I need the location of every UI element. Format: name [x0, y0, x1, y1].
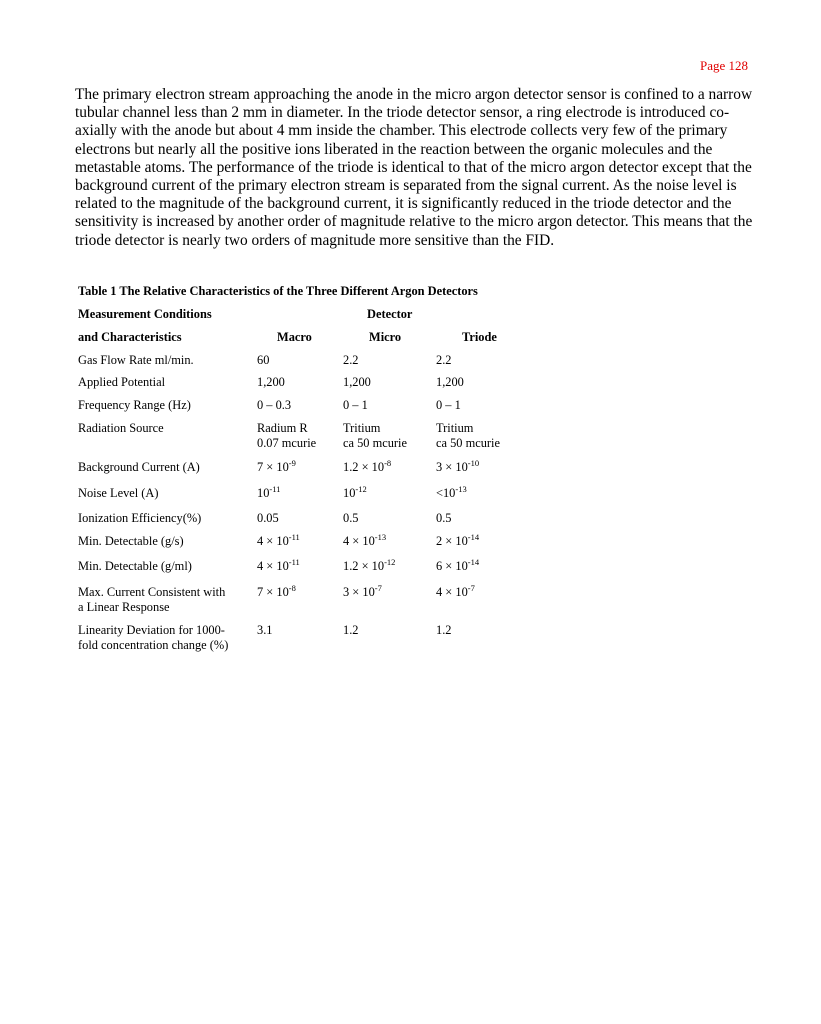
header-triode: Triode: [462, 330, 497, 344]
cell-macro: $7 \times 10^{-9}$: [257, 458, 296, 474]
row-label: Min. Detectable (g/s): [78, 534, 184, 548]
header-detector: Detector: [367, 307, 413, 321]
cell-micro: $10^{-12}$: [343, 484, 367, 500]
cell-macro: $4 \times 10^{-11}$: [257, 557, 300, 573]
cell-triode: 0 – 1: [436, 398, 461, 412]
cell-micro: 2.2: [343, 353, 359, 367]
row-label: Radiation Source: [78, 421, 164, 435]
cell-macro: $7 \times 10^{-8}$: [257, 583, 296, 599]
cell-macro: 60: [257, 353, 270, 367]
cell-micro-line2: ca 50 mcurie: [343, 436, 407, 450]
body-paragraph: The primary electron stream approaching the anode in the micro argon detector sensor is confined to a narrow tubular channel less than 2 mm in diameter. In the triode detector sensor, a ring electrode is introduced co-axially with the anode but about 4 mm inside the chamber. This electrode collects very few of the primary electrons but nearly all the positive ions liberated in the reaction between the organic molecules and the metastable atoms. The performance of the triode is identical to that of the micro argon detector except that the background current of the primary electron stream is separated from the signal current. As the noise level is related to the magnitude of the background current, it is significantly reduced in the triode detector and the sensitivity is increased by another order of magnitude relative to the micro argon detector. This means that the triode detector is nearly two orders of magnitude more sensitive than the FID.: [75, 86, 753, 249]
cell-triode: 1.2: [436, 623, 452, 637]
cell-micro: $3 \times 10^{-7}$: [343, 583, 382, 599]
cell-triode: $<10^{-13}$: [436, 484, 467, 500]
row-label-line2: fold concentration change (%): [78, 638, 229, 652]
cell-micro: Tritium: [343, 421, 381, 435]
row-label: Gas Flow Rate ml/min.: [78, 353, 194, 367]
row-label: Applied Potential: [78, 375, 166, 389]
cell-micro: 1,200: [343, 375, 371, 389]
row-label-line2: a Linear Response: [78, 600, 170, 614]
row-label: Min. Detectable (g/ml): [78, 559, 192, 573]
header-macro: Macro: [277, 330, 312, 344]
cell-micro: 0.5: [343, 511, 359, 525]
row-label: Frequency Range (Hz): [78, 398, 191, 412]
cell-triode-line2: ca 50 mcurie: [436, 436, 500, 450]
cell-macro: 3.1: [257, 623, 273, 637]
cell-triode: $3 \times 10^{-10}$: [436, 458, 480, 474]
row-label: Linearity Deviation for 1000-: [78, 623, 225, 637]
cell-micro: $4 \times 10^{-13}$: [343, 532, 387, 548]
cell-micro: 1.2: [343, 623, 359, 637]
cell-triode: 2.2: [436, 353, 452, 367]
cell-macro: Radium R: [257, 421, 308, 435]
cell-triode: 1,200: [436, 375, 464, 389]
cell-triode: $4 \times 10^{-7}$: [436, 583, 475, 599]
header-micro: Micro: [369, 330, 402, 344]
row-label: Background Current (A): [78, 460, 200, 474]
table-title: Table 1 The Relative Characteristics of the Three Different Argon Detectors: [78, 284, 478, 298]
header-characteristics: and Characteristics: [78, 330, 182, 344]
row-label: Max. Current Consistent with: [78, 585, 226, 599]
cell-triode: Tritium: [436, 421, 474, 435]
cell-micro: 0 – 1: [343, 398, 368, 412]
cell-triode: 0.5: [436, 511, 452, 525]
page-number: Page 128: [699, 58, 748, 73]
cell-triode: $2 \times 10^{-14}$: [436, 532, 480, 548]
header-measurement-conditions: Measurement Conditions: [78, 307, 212, 321]
cell-macro: $10^{-11}$: [257, 484, 281, 500]
cell-triode: $6 \times 10^{-14}$: [436, 557, 480, 573]
cell-macro: 1,200: [257, 375, 285, 389]
row-label: Noise Level (A): [78, 486, 159, 500]
cell-macro: 0 – 0.3: [257, 398, 292, 412]
cell-macro-line2: 0.07 mcurie: [257, 436, 317, 450]
cell-macro: 0.05: [257, 511, 279, 525]
cell-macro: $4 \times 10^{-11}$: [257, 532, 300, 548]
cell-micro: $1.2 \times 10^{-8}$: [343, 458, 392, 474]
cell-micro: $1.2 \times 10^{-12}$: [343, 557, 396, 573]
row-label: Ionization Efficiency(%): [78, 511, 202, 525]
